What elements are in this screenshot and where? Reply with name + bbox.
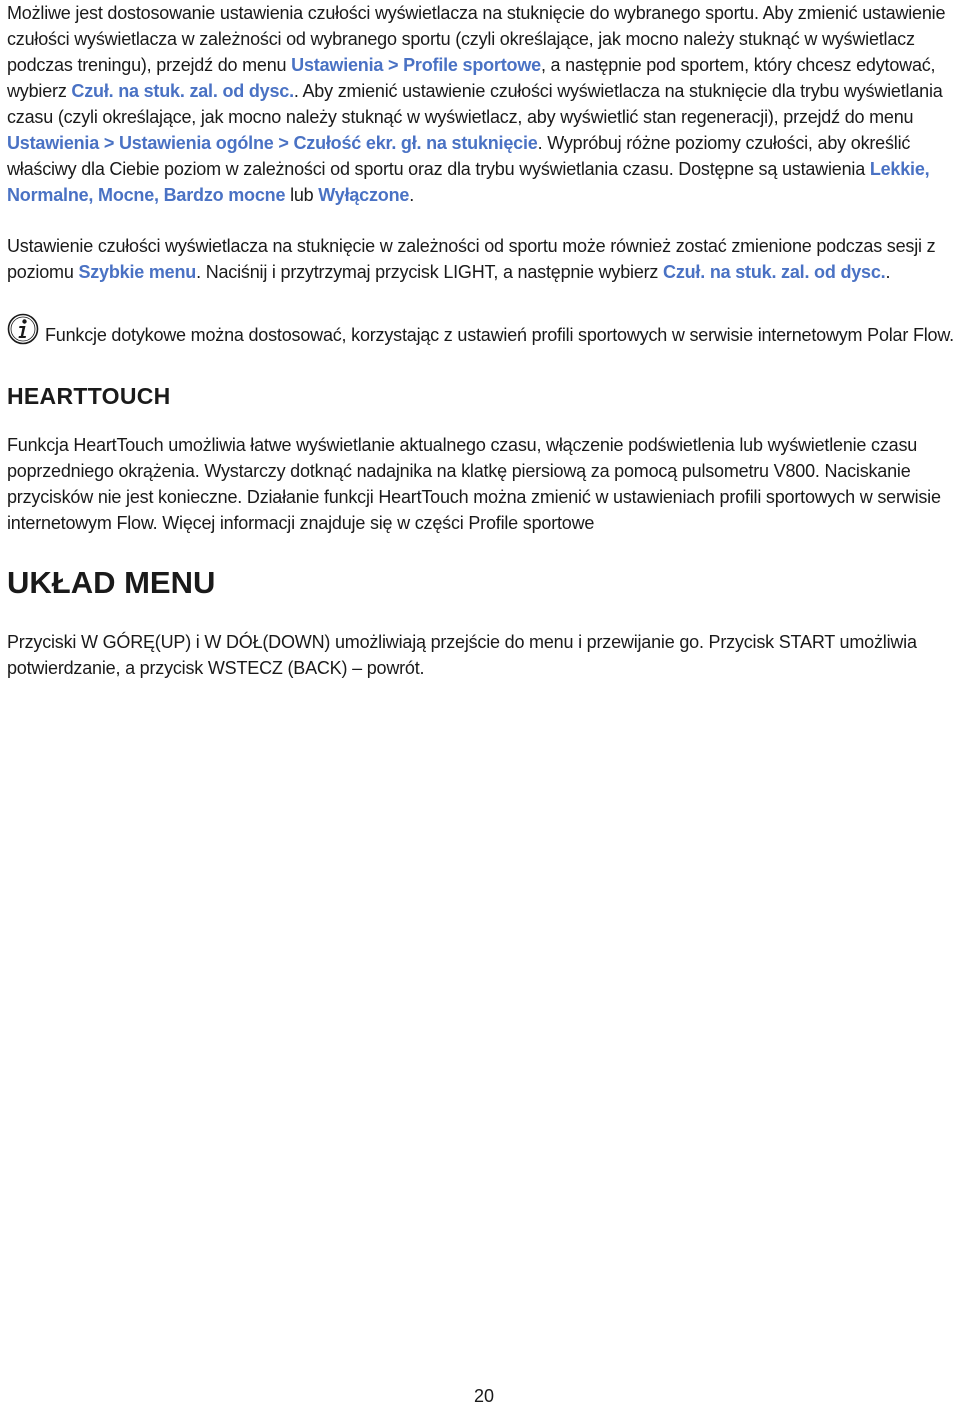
text-segment: . [409, 185, 415, 205]
text-segment: . Naciśnij i przytrzymaj przycisk LIGHT, a następnie wybierz [196, 262, 664, 282]
menu-option-tap-sensitivity: Czuł. na stuk. zal. od dysc. [663, 262, 886, 282]
info-note [7, 313, 957, 348]
paragraph-tap-sensitivity [7, 0, 957, 208]
document-body [7, 0, 957, 681]
text-segment: . [885, 262, 891, 282]
text-segment: Ustawienie czułości wyświetlacza na stuknięcie w zależności od sportu może również zostać zmienione podczas sesji z poziomu [7, 236, 936, 282]
paragraph-menu-layout: Przyciski W GÓRĘ(UP) i W DÓŁ(DOWN) umożliwiają przejście do menu i przewijanie go. Przycisk START umożliwia potwierdzanie, a przycisk WSTECZ (BACK) – powrót. [7, 632, 917, 678]
sensitivity-off-option: Wyłączone [318, 185, 410, 205]
info-icon [7, 313, 39, 345]
page-number: 20 [473, 1386, 495, 1406]
paragraph-hearttouch: Funkcja HeartTouch umożliwia łatwe wyświetlanie aktualnego czasu, włączenie podświetlenia lub wyświetlenie czasu poprzedniego okrążenia. Wystarczy dotknąć nadajnika na klatkę piersiową za pomocą pulsometru V800. Naciskanie przycisków nie jest konieczne. Działanie funkcji HeartTouch można zmienić w ustawieniach profili sportowych w serwisie internetowym Flow. Więcej informacji znajduje się w części Profile sportowe [7, 435, 941, 533]
menu-option-tap-sensitivity: Czuł. na stuk. zal. od dysc. [71, 81, 294, 101]
text-segment: lub [285, 185, 319, 205]
heading-menu-layout: UKŁAD MENU [7, 565, 216, 600]
menu-quick-menu: Szybkie menu [78, 262, 197, 282]
sensitivity-levels: Lekkie, Normalne, Mocne, Bardzo mocne [7, 159, 930, 205]
menu-path-general-settings: Ustawienia > Ustawienia ogólne > Czułość ekr. gł. na stuknięcie [7, 133, 538, 153]
heading-hearttouch: HEARTTOUCH [7, 383, 171, 409]
text-segment: Możliwe jest dostosowanie ustawienia czułości wyświetlacza na stuknięcie do wybranego sportu. Aby zmienić ustawienie czułości wyświetlacza w zależności od wybranego sportu (czyli określające, jak mocno należy stuknąć w wyświetlacz podczas treningu), przejdź do menu [7, 3, 946, 75]
paragraph-quick-menu [7, 233, 957, 285]
menu-path-sport-profiles: Ustawienia > Profile sportowe [291, 55, 541, 75]
info-note-text: Funkcje dotykowe można dostosować, korzystając z ustawień profili sportowych w serwisie internetowym Polar Flow. [45, 325, 954, 345]
text-segment: . Wypróbuj różne poziomy czułości, aby określić właściwy dla Ciebie poziom w zależności od sportu oraz dla trybu wyświetlania czasu. Dostępne są ustawienia [7, 133, 911, 179]
text-segment: , a następnie pod sportem, który chcesz edytować, wybierz [7, 55, 936, 101]
text-segment: . Aby zmienić ustawienie czułości wyświetlacza na stuknięcie dla trybu wyświetlania czasu (czyli określające, jak mocno należy stuknąć w wyświetlacz, aby wyświetlić stan regeneracji), przejdź do menu [7, 81, 943, 127]
